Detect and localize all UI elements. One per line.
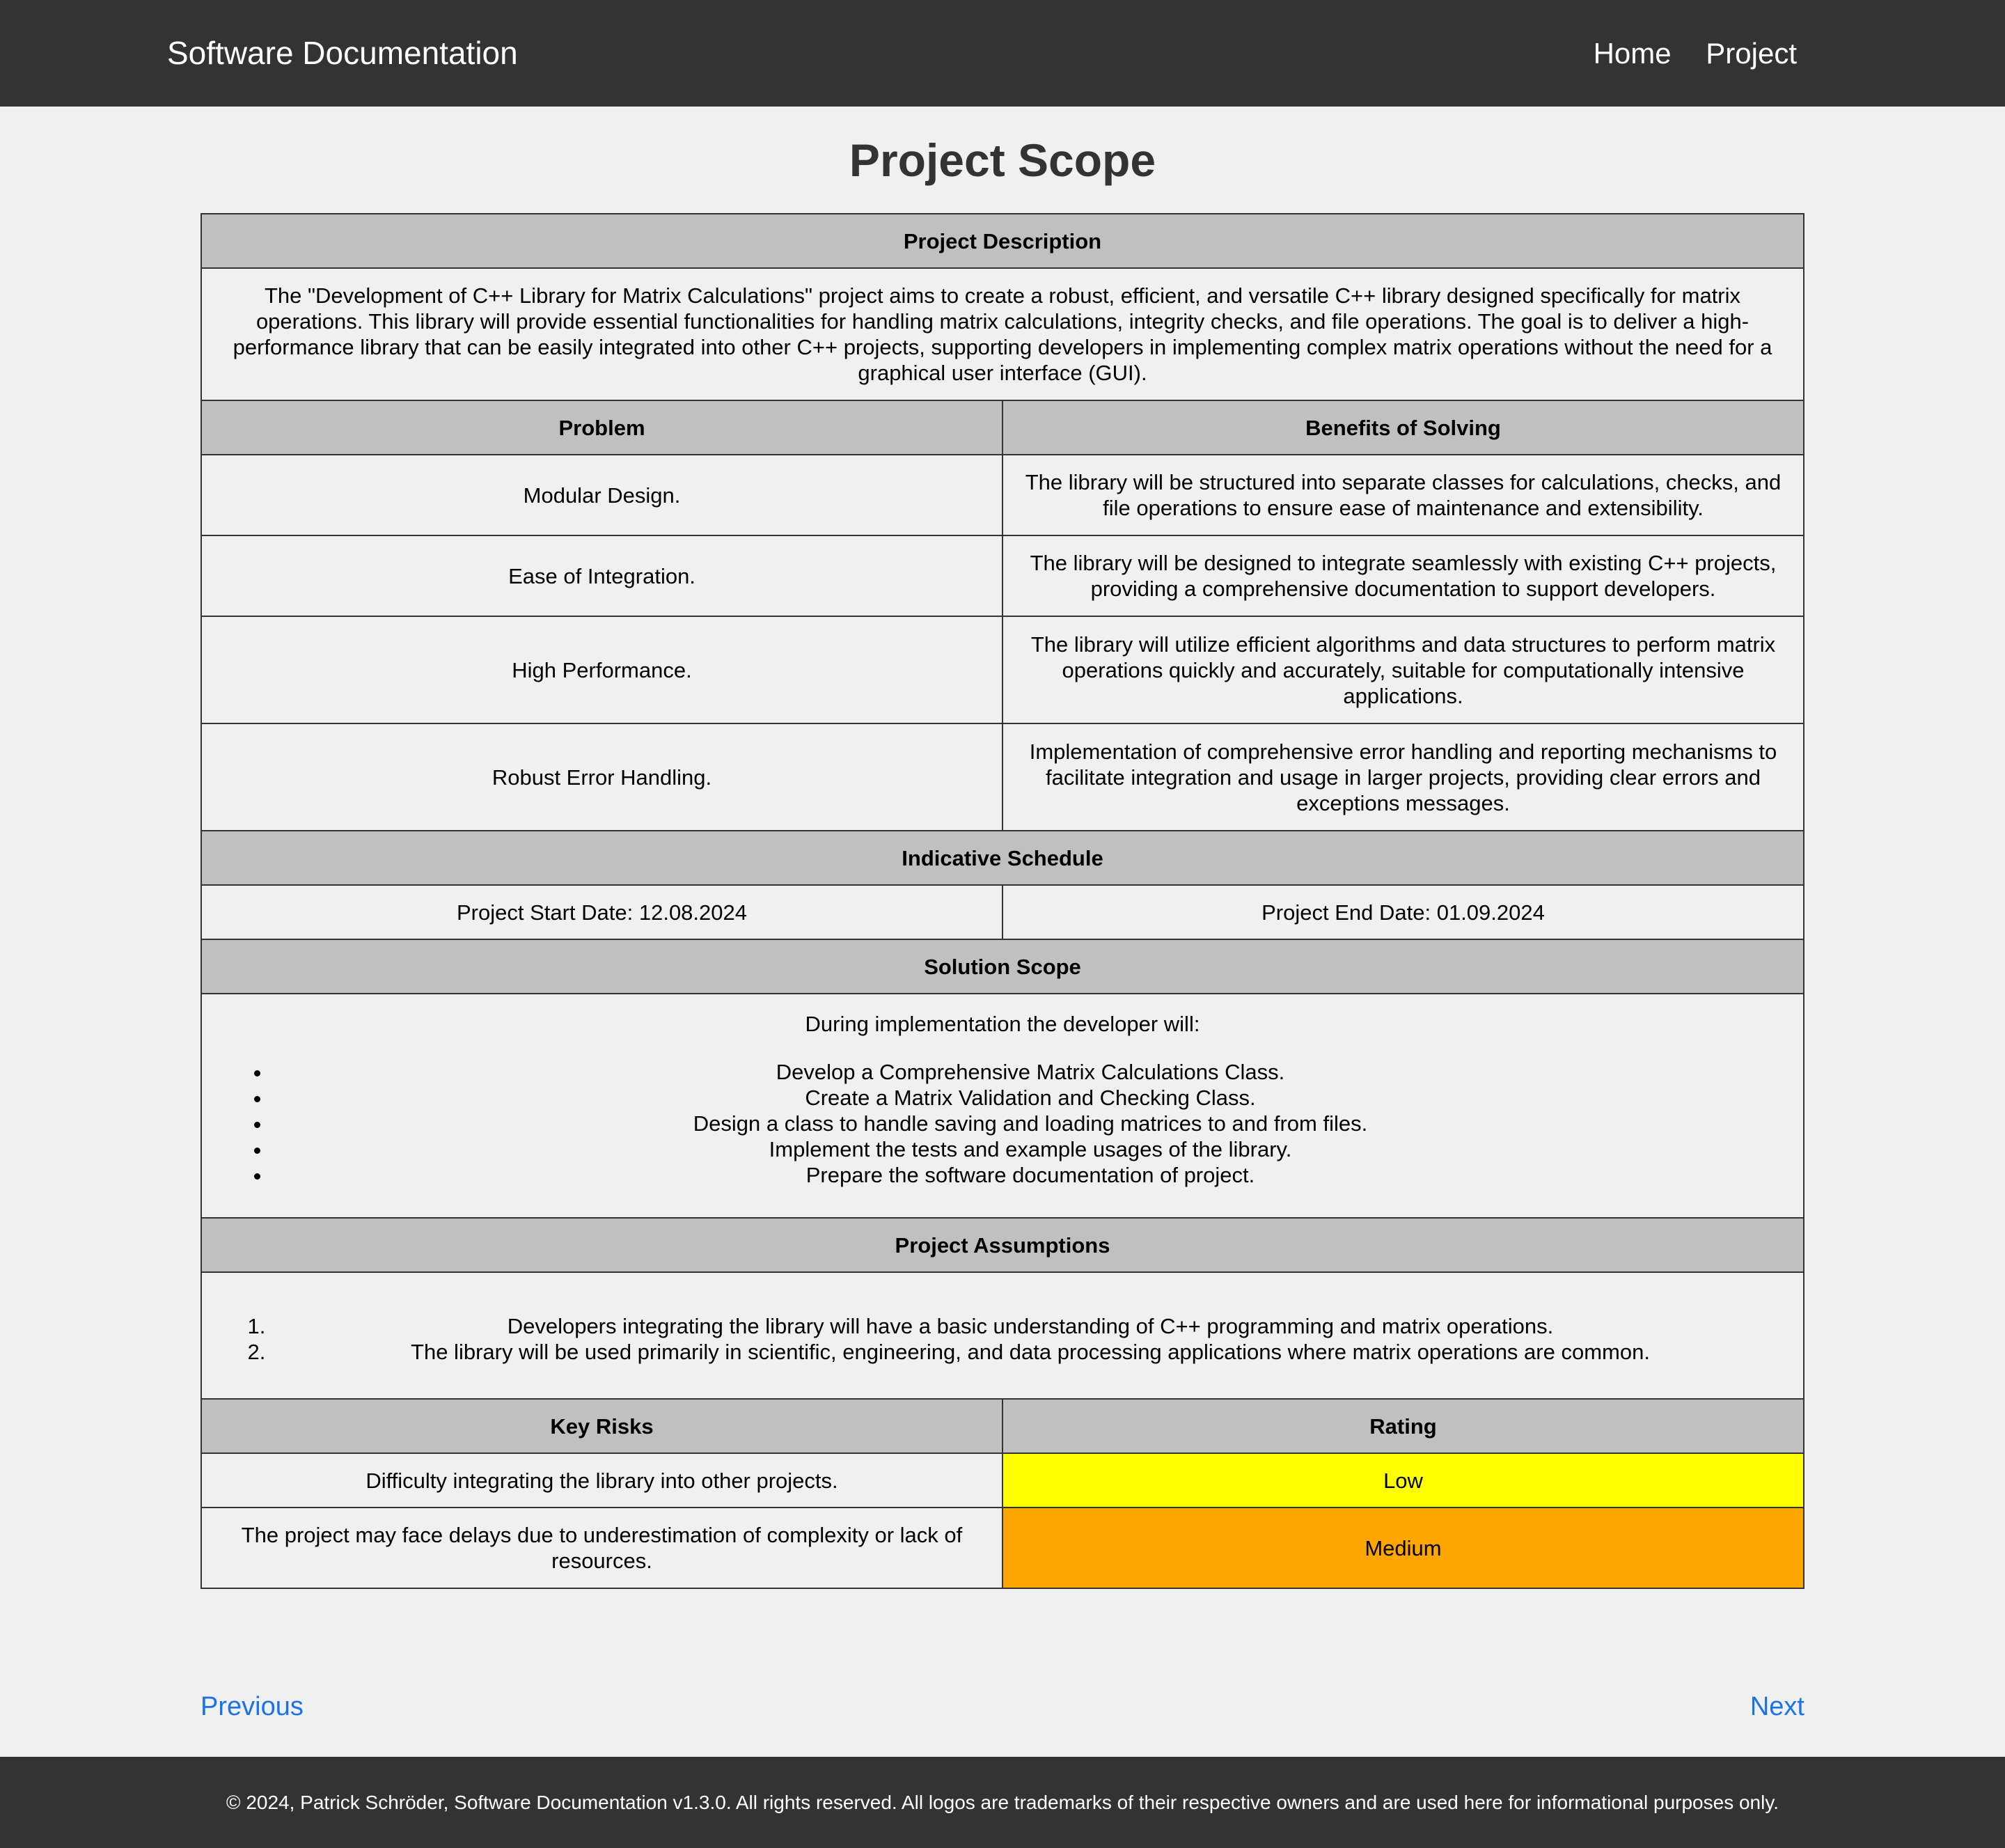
risk-row [201, 1508, 1804, 1588]
rating-column-header: Rating [1002, 1399, 1804, 1453]
problem-cell: Ease of Integration. [201, 535, 1002, 616]
project-end-date: Project End Date: 01.09.2024 [1002, 885, 1804, 939]
footer-copyright: © 2024, Patrick Schröder, Software Documentation v1.3.0. All rights reserved. All logos are trademarks of their respective owners and are used here for informational purposes only. [226, 1792, 1779, 1813]
list-item: • Develop a Comprehensive Matrix Calculations Class. [272, 1059, 1789, 1085]
problem-cell: Robust Error Handling. [201, 723, 1002, 831]
brand-title[interactable]: Software Documentation [167, 35, 518, 71]
risk-cell: Difficulty integrating the library into other projects. [201, 1453, 1002, 1508]
risk-cell: The project may face delays due to underestimation of complexity or lack of resources. [201, 1508, 1002, 1588]
benefits-column-header: Benefits of Solving [1002, 400, 1804, 455]
solution-scope-heading: Solution Scope [201, 939, 1804, 994]
risk-row [201, 1453, 1804, 1508]
assumptions-heading: Project Assumptions [201, 1218, 1804, 1272]
problem-row [201, 723, 1804, 831]
main-nav [1567, 0, 1797, 107]
next-link[interactable]: Next [1750, 1692, 1804, 1721]
project-start-date: Project Start Date: 12.08.2024 [201, 885, 1002, 939]
solution-scope-cell [201, 994, 1804, 1218]
assumptions-list [216, 1313, 1789, 1365]
project-description-text: The "Development of C++ Library for Matrix Calculations" project aims to create a robust, efficient, and versatile C++ library designed specifically for matrix operations. This library will provide essential functionalities for handling matrix calculations, integrity checks, and file operations. The goal is to deliver a high-performance library that can be easily integrated into other C++ projects, supporting developers in implementing complex matrix operations without the need for a graphical user interface (GUI). [201, 268, 1804, 400]
list-item: • Create a Matrix Validation and Checking Class. [272, 1085, 1789, 1111]
assumptions-cell [201, 1272, 1804, 1399]
pagination [200, 1692, 1804, 1734]
list-item: 1. Developers integrating the library will have a basic understanding of C++ programming and matrix operations. [272, 1313, 1789, 1339]
problem-row [201, 535, 1804, 616]
footer [0, 1757, 2005, 1848]
project-scope-table [200, 213, 1804, 1589]
list-item: • Implement the tests and example usages of the library. [272, 1136, 1789, 1162]
benefit-cell: The library will be structured into separate classes for calculations, checks, and file operations to ensure ease of maintenance and extensibility. [1002, 455, 1804, 535]
top-navbar [0, 0, 2005, 107]
nav-home-link[interactable]: Home [1593, 37, 1672, 70]
schedule-heading: Indicative Schedule [201, 831, 1804, 885]
problem-cell: High Performance. [201, 616, 1002, 723]
page-title: Project Scope [849, 134, 1156, 186]
problem-row [201, 455, 1804, 535]
solution-intro: During implementation the developer will: [805, 1012, 1200, 1036]
benefit-cell: The library will be designed to integrate seamlessly with existing C++ projects, providing a comprehensive documentation to support developers. [1002, 535, 1804, 616]
list-item: 2. The library will be used primarily in scientific, engineering, and data processing applications where matrix operations are common. [272, 1339, 1789, 1365]
benefit-cell: The library will utilize efficient algorithms and data structures to perform matrix operations quickly and accurately, suitable for computationally intensive applications. [1002, 616, 1804, 723]
rating-medium-cell: Medium [1002, 1508, 1804, 1588]
solution-list [216, 1059, 1789, 1188]
project-description-heading: Project Description [201, 214, 1804, 268]
problem-cell: Modular Design. [201, 455, 1002, 535]
list-item: • Design a class to handle saving and loading matrices to and from files. [272, 1111, 1789, 1136]
nav-project-link[interactable]: Project [1706, 37, 1797, 70]
list-item: • Prepare the software documentation of project. [272, 1162, 1789, 1188]
problem-column-header: Problem [201, 400, 1002, 455]
benefit-cell: Implementation of comprehensive error handling and reporting mechanisms to facilitate integration and usage in larger projects, providing clear errors and exceptions messages. [1002, 723, 1804, 831]
problem-row [201, 616, 1804, 723]
rating-low-cell: Low [1002, 1453, 1804, 1508]
key-risks-column-header: Key Risks [201, 1399, 1002, 1453]
previous-link[interactable]: Previous [200, 1692, 304, 1721]
